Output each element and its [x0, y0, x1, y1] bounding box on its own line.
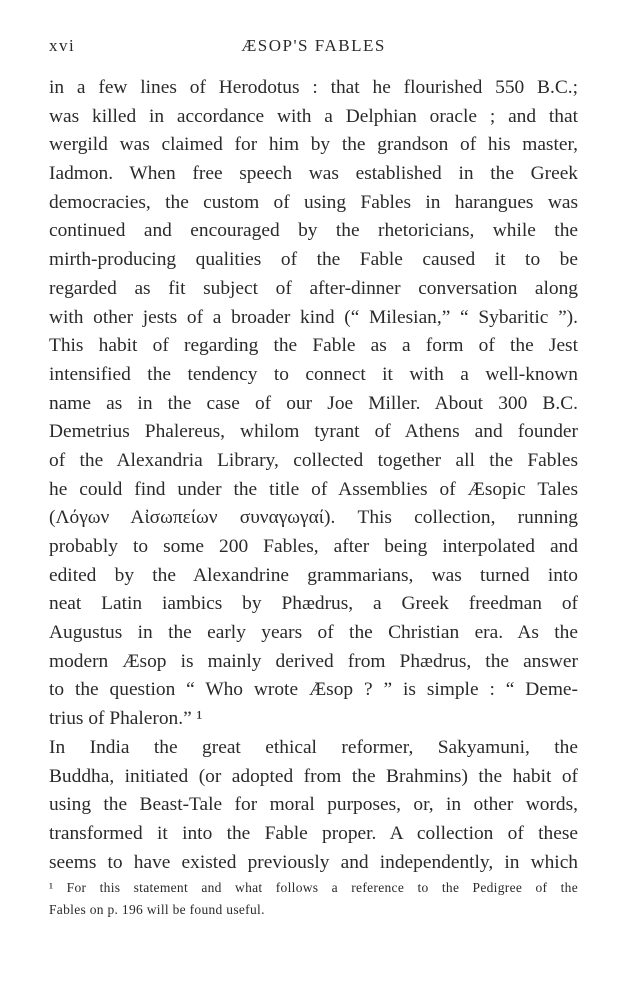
footnote-line: ¹ For this statement and what follows a reference to the Pedigree of the [49, 880, 578, 895]
footnote [49, 877, 578, 921]
text-line: probably to some 200 Fables, after being interpolated and [49, 536, 578, 557]
text-line: wergild was claimed for him by the grandson of his master, [49, 134, 578, 156]
text-line: Iadmon. When free speech was established in the Greek [49, 163, 578, 185]
page-header [49, 36, 578, 60]
text-line: modern Æsop is mainly derived from Phædrus, the answer [49, 650, 578, 672]
page-number: xvi [49, 36, 76, 55]
paragraph-start-line: In India the great ethical reformer, Sakyamuni, the [49, 736, 578, 758]
text-line: transformed it into the Fable proper. A collection of these [49, 822, 578, 844]
text-line: This habit of regarding the Fable as a form of the Jest [49, 335, 578, 357]
text-line: intensified the tendency to connect it with a well-known [49, 363, 578, 385]
text-line: Augustus in the early years of the Christian era. As the [49, 622, 578, 644]
footnote-line: Fables on p. 196 will be found useful. [49, 902, 265, 917]
text-line: he could find under the title of Assemblies of Æsopic Tales [49, 478, 578, 500]
text-line: name as in the case of our Joe Miller. About 300 B.C. [49, 392, 578, 414]
text-line: using the Beast-Tale for moral purposes, or, in other words, [49, 794, 578, 816]
text-line: democracies, the custom of using Fables in harangues was [49, 191, 578, 213]
text-line: mirth-producing qualities of the Fable caused it to be [49, 249, 578, 271]
text-line: (Λόγων Αἰσωπείων συναγωγαί). This collection, running [49, 507, 578, 529]
text-line: continued and encouraged by the rhetoricians, while the [49, 220, 578, 242]
text-line: Buddha, initiated (or adopted from the Brahmins) the habit of [49, 765, 578, 787]
text-line: to the question “ Who wrote Æsop ? ” is simple : “ Deme- [49, 679, 578, 701]
text-line: regarded as fit subject of after-dinner conversation along [49, 277, 578, 299]
text-line: in a few lines of Herodotus : that he flourished 550 B.C.; [49, 77, 578, 98]
text-line: edited by the Alexandrine grammarians, was turned into [49, 564, 578, 586]
paragraph-end-line: trius of Phaleron.” ¹ [49, 708, 203, 730]
text-line: seems to have existed previously and independently, in which [49, 851, 578, 873]
text-line: was killed in accordance with a Delphian oracle ; and that [49, 105, 578, 127]
body-text [49, 74, 578, 877]
text-line: Demetrius Phalereus, whilom tyrant of Athens and founder [49, 421, 578, 443]
text-line: with other jests of a broader kind (“ Milesian,” “ Sybaritic ”). [49, 306, 578, 328]
text-line: of the Alexandria Library, collected together all the Fables [49, 449, 578, 471]
running-title: ÆSOP'S FABLES [241, 36, 386, 55]
text-line: neat Latin iambics by Phædrus, a Greek freedman of [49, 593, 578, 615]
